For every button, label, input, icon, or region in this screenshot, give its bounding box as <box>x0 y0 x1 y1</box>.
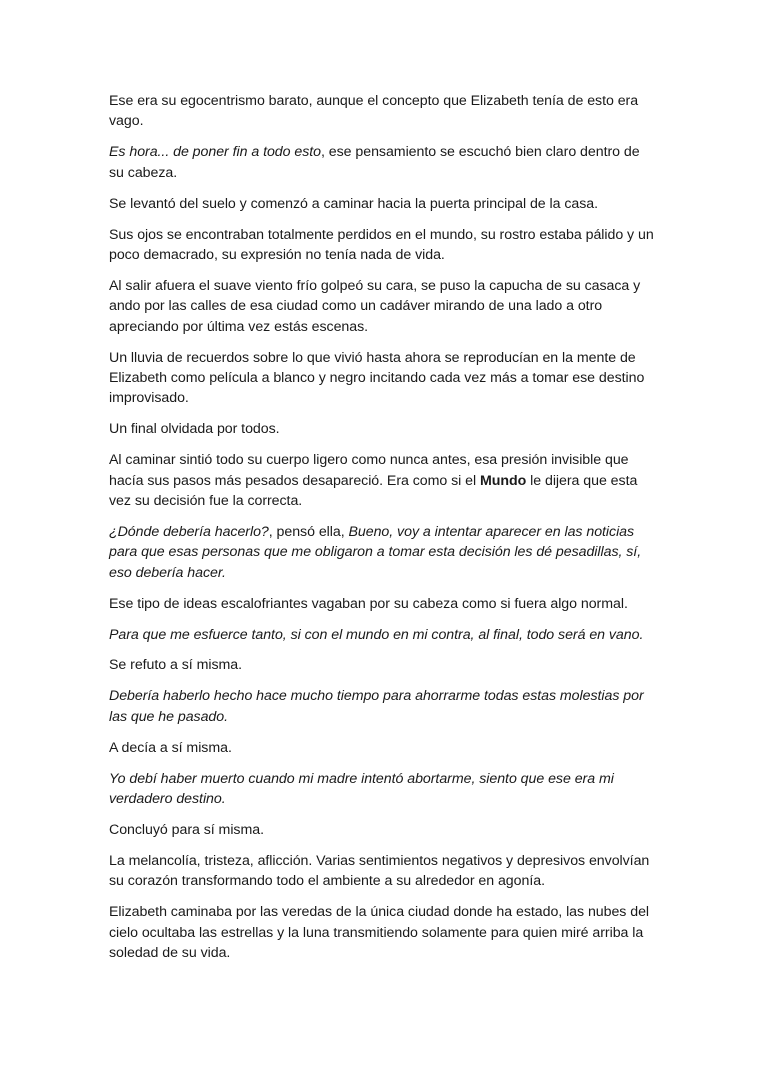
text-run: , pensó ella, <box>268 523 349 540</box>
paragraph <box>109 594 655 614</box>
paragraph <box>109 276 655 337</box>
paragraph <box>109 522 655 583</box>
text-run: Elizabeth caminaba por las veredas de la única ciudad donde ha estado, las nubes del cielo ocultaba las estrellas y la luna transmitiendo solamente para quien miré arriba la soledad de su vida. <box>109 904 650 961</box>
text-run: La melancolía, tristeza, aflicción. Varias sentimientos negativos y depresivos envolvían su corazón transformando todo el ambiente a su alrededor en agonía. <box>109 852 650 890</box>
text-run: , ese pensamiento se escuchó bien claro dentro de su cabeza. <box>109 144 640 181</box>
text-run: Ese era su egocentrismo barato, aunque el concepto que Elizabeth tenía de esto era vago. <box>109 93 639 130</box>
paragraph <box>109 851 655 892</box>
text-run: Un lluvia de recuerdos sobre lo que vivió hasta ahora se reproducían en la mente de Elizabeth como película a blanco y negro incitando cada vez más a tomar ese destino improvisado. <box>109 349 645 407</box>
paragraph <box>109 225 655 266</box>
paragraph <box>109 686 655 727</box>
text-run: le dijera que esta vez su decisión fue la correcta. <box>109 472 638 509</box>
italic-text-run: Debería haberlo hecho hace mucho tiempo para ahorrarme todas estas molestias por las que he pasado. <box>109 688 644 725</box>
paragraph <box>109 348 655 409</box>
italic-text-run: Bueno, voy a intentar aparecer en las noticias para que esas personas que me obligaron a tomar esta decisión les dé pesadillas, sí, eso debería hacer. <box>109 523 642 581</box>
paragraph <box>109 655 655 675</box>
text-run: Se levantó del suelo y comenzó a caminar hacia la puerta principal de la casa. <box>109 195 599 212</box>
paragraph <box>109 902 655 963</box>
text-run: Un final olvidada por todos. <box>109 421 280 438</box>
paragraph <box>109 142 655 183</box>
paragraph <box>109 820 655 840</box>
italic-text-run: Para que me esfuerce tanto, si con el mundo en mi contra, al final, todo será en vano. <box>109 626 644 643</box>
italic-text-run: Yo debí haber muerto cuando mi madre intentó abortarme, siento que ese era mi verdadero destino. <box>109 770 614 807</box>
paragraph <box>109 625 655 645</box>
text-run: Al salir afuera el suave viento frío golpeó su cara, se puso la capucha de su casaca y ando por las calles de esa ciudad como un cadáver mirando de una lado a otro apreciando por última vez estás escenas. <box>109 277 641 335</box>
paragraph <box>109 419 655 439</box>
text-run: Concluyó para sí misma. <box>109 821 264 838</box>
italic-text-run: ¿Dónde debería hacerlo? <box>109 523 269 540</box>
paragraph <box>109 769 655 810</box>
text-run: Sus ojos se encontraban totalmente perdidos en el mundo, su rostro estaba pálido y un poco demacrado, su expresión no tenía nada de vida. <box>109 226 654 263</box>
text-run: Ese tipo de ideas escalofriantes vagaban por su cabeza como si fuera algo normal. <box>109 595 628 612</box>
paragraph <box>109 738 655 758</box>
text-run: A decía a sí misma. <box>109 739 232 756</box>
paragraph <box>109 450 655 511</box>
paragraph <box>109 194 655 214</box>
italic-text-run: Es hora... de poner fin a todo esto <box>109 144 321 161</box>
document-body <box>109 91 655 974</box>
paragraph <box>109 91 655 132</box>
text-run: Se refuto a sí misma. <box>109 657 242 674</box>
bold-text-run: Mundo <box>480 472 527 489</box>
text-run: Al caminar sintió todo su cuerpo ligero como nunca antes, esa presión invisible que hacía sus pasos más pesados desapareció. Era como si el <box>109 452 629 489</box>
